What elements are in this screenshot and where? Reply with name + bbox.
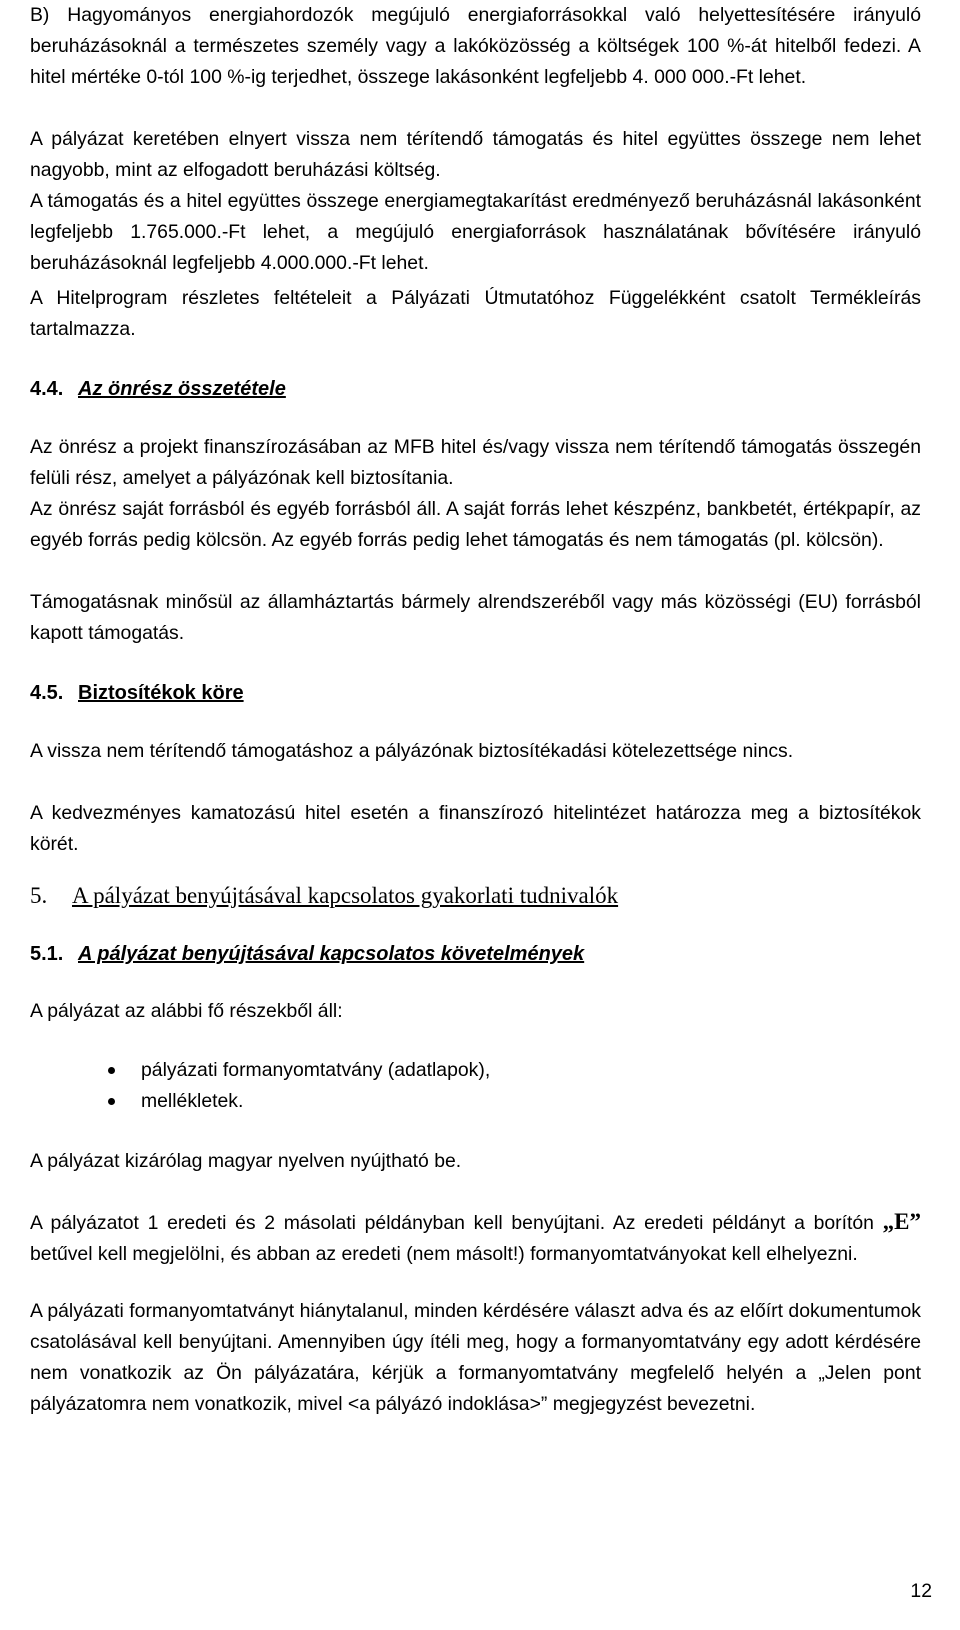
paragraph-copies-text-2: betűvel kell megjelölni, és abban az eredeti (nem másolt!) formanyomtatványokat kell elhelyezni. — [30, 1243, 858, 1265]
section-title: Biztosítékok köre — [78, 682, 244, 704]
paragraph-max-amounts: A támogatás és a hitel együttes összege energiamegtakarítást eredményező beruházásnál lakásonként legfeljebb 1.765.000.-Ft lehet, a megújuló energiaforrások használatának bővítésére irányuló beruházásoknál legfeljebb 4.000.000.-Ft lehet. — [30, 190, 921, 274]
section-number: 5.1. — [30, 943, 64, 965]
section-heading-4-5 — [30, 678, 921, 709]
list-item — [30, 1086, 921, 1117]
chapter-number: 5. — [30, 883, 48, 908]
original-mark: „E” — [882, 1209, 921, 1234]
bullet-icon — [108, 1098, 115, 1105]
section-heading-5-1 — [30, 939, 921, 970]
paragraph-biztositek-loan: A kedvezményes kamatozású hitel esetén a finanszírozó hitelintézet határozza meg a biztosítékok körét. — [30, 802, 921, 855]
paragraph-language: A pályázat kizárólag magyar nyelven nyújtható be. — [30, 1150, 462, 1172]
paragraph-total-limit: A pályázat keretében elnyert vissza nem térítendő támogatás és hitel együttes összege nem lehet nagyobb, mint az elfogadott beruházási költség. — [30, 128, 921, 181]
section-title: Az önrész összetétele — [78, 378, 286, 400]
paragraph-b-option: B) Hagyományos energiahordozók megújuló energiaforrásokkal való helyettesítésére irányuló beruházásoknál a természetes személy vagy a lakóközösség a költségek 100 %-át hitelből fedezi. A hitel mértéke 0-tól 100 %-ig terjedhet, összege lakásonként legfeljebb 4. 000 000.-Ft lehet. — [30, 4, 921, 88]
paragraph-hitelprogram: A Hitelprogram részletes feltételeit a Pályázati Útmutatóhoz Függelékként csatolt Termékleírás tartalmazza. — [30, 287, 921, 340]
paragraph-biztositek-grant: A vissza nem térítendő támogatáshoz a pályázónak biztosítékadási kötelezettsége nincs. — [30, 740, 794, 762]
bullet-list — [30, 1055, 921, 1117]
paragraph-copies — [30, 1206, 921, 1270]
chapter-heading-5 — [30, 880, 921, 911]
paragraph-onresz-sources: Az önrész saját forrásból és egyéb forrásból áll. A saját forrás lehet készpénz, bankbetét, értékpapír, az egyéb forrás pedig kölcsön. Az egyéb forrás pedig lehet támogatás és nem támogatás (pl. kölcsön). — [30, 498, 921, 551]
list-item-text: mellékletek. — [141, 1090, 244, 1112]
list-item — [30, 1055, 921, 1086]
section-heading-4-4 — [30, 374, 921, 405]
chapter-title: A pályázat benyújtásával kapcsolatos gyakorlati tudnivalók — [72, 883, 619, 908]
paragraph-parts-intro: A pályázat az alábbi fő részekből áll: — [30, 1000, 343, 1022]
section-title: A pályázat benyújtásával kapcsolatos követelmények — [78, 943, 585, 965]
paragraph-onresz-support: Támogatásnak minősül az államháztartás bármely alrendszeréből vagy más közösségi (EU) forrásból kapott támogatás. — [30, 591, 921, 644]
bullet-icon — [108, 1067, 115, 1074]
list-item-text: pályázati formanyomtatvány (adatlapok), — [141, 1059, 491, 1081]
section-number: 4.5. — [30, 682, 64, 704]
section-number: 4.4. — [30, 378, 64, 400]
page-number: 12 — [910, 1580, 932, 1602]
paragraph-copies-text-1: A pályázatot 1 eredeti és 2 másolati példányban kell benyújtani. Az eredeti példányt a borítón — [30, 1212, 883, 1234]
paragraph-onresz-definition: Az önrész a projekt finanszírozásában az MFB hitel és/vagy vissza nem térítendő támogatás összegén felüli rész, amelyet a pályázónak kell biztosítania. — [30, 436, 921, 489]
paragraph-completeness: A pályázati formanyomtatványt hiánytalanul, minden kérdésére választ adva és az előírt dokumentumok csatolásával kell benyújtani. Amennyiben úgy ítéli meg, hogy a formanyomtatvány egy adott kérdésére nem vonatkozik az Ön pályázatára, kérjük a formanyomtatvány megfelelő helyén a „Jelen pont pályázatomra nem vonatkozik, mivel <a pályázó indoklása>” megjegyzést bevezetni. — [30, 1300, 921, 1415]
